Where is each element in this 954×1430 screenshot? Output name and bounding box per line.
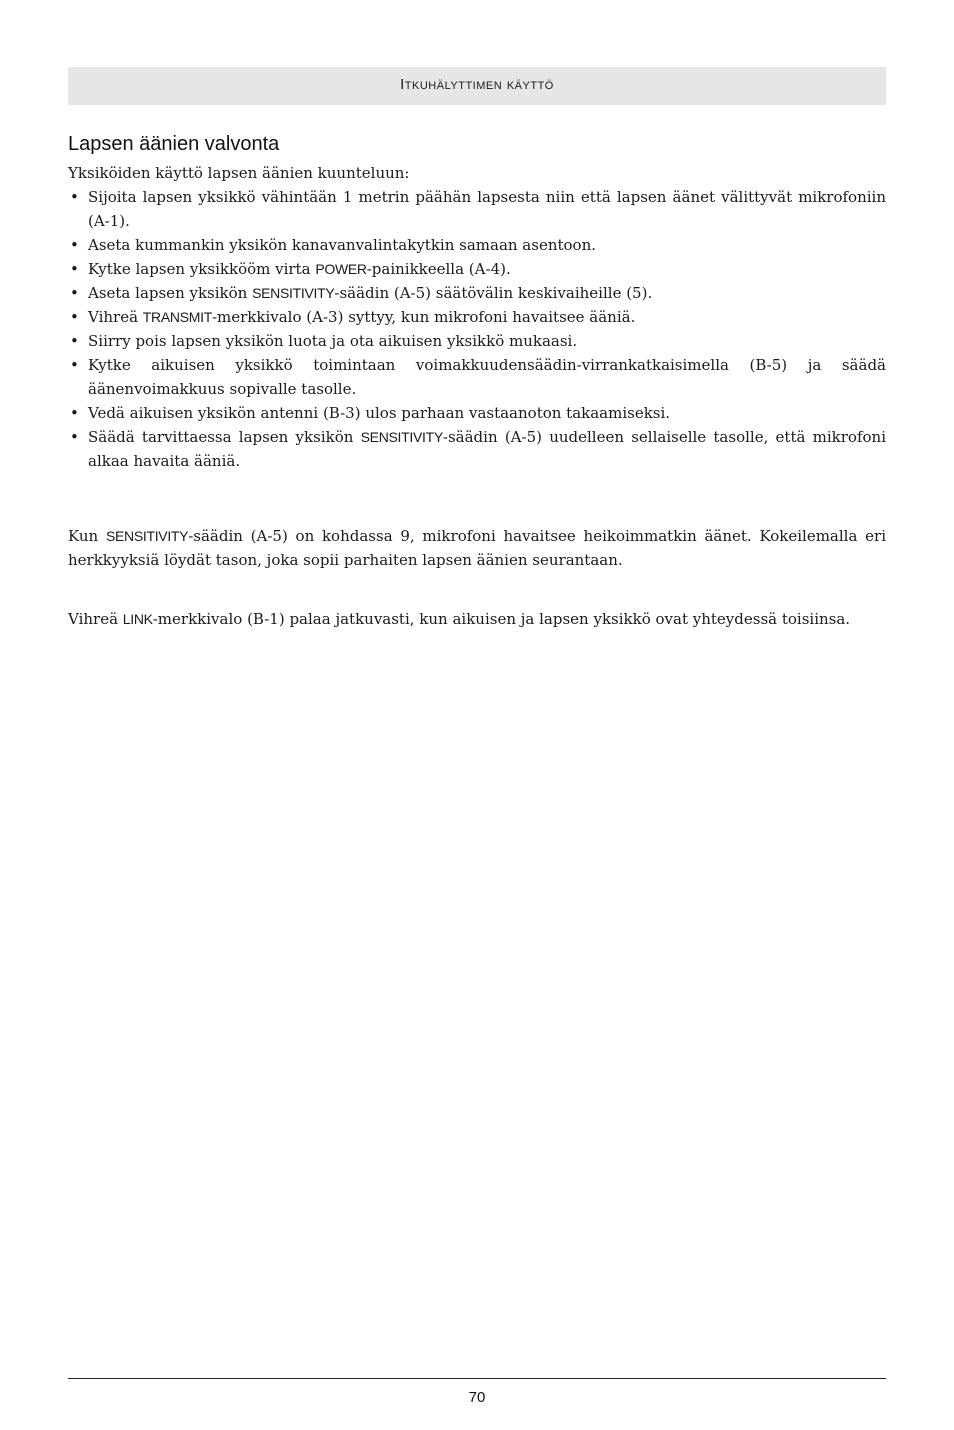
header-title: Itkuhälyttimen käyttö	[400, 76, 554, 93]
page-number: 70	[468, 1389, 486, 1406]
list-item: • Vihreä TRANSMIT-merkkivalo (A-3) syttyy, kun mikrofoni havaitsee ääniä.	[68, 305, 886, 329]
list-item: • Kytke lapsen yksikkööm virta POWER-painikkeella (A-4).	[68, 257, 886, 281]
sensitivity-paragraph: Kun SENSITIVITY-säädin (A-5) on kohdassa 9, mikrofoni havaitsee heikoimmatkin äänet. Kokeilemalla eri herkkyyksiä löydät tason, joka sopii parhaiten lapsen äänien seurantaan.	[68, 527, 886, 569]
list-item: • Siirry pois lapsen yksikön luota ja ota aikuisen yksikkö mukaasi.	[68, 329, 886, 353]
list-item: • Kytke aikuisen yksikkö toimintaan voimakkuudensäädin-virrankatkaisimella (B-5) ja säädä äänenvoimakkuus sopivalle tasolle.	[68, 353, 886, 401]
link-paragraph: Vihreä LINK-merkkivalo (B-1) palaa jatkuvasti, kun aikuisen ja lapsen yksikkö ovat yhteydessä toisiinsa.	[68, 610, 851, 628]
control-term: SENSITIVITY	[105, 528, 189, 544]
list-item: • Aseta lapsen yksikön SENSITIVITY-säädin (A-5) säätövälin keskivaiheille (5).	[68, 281, 886, 305]
list-item: • Säädä tarvittaessa lapsen yksikön SENSITIVITY-säädin (A-5) uudelleen sellaiselle tasolle, että mikrofoni alkaa havaita ääniä.	[68, 425, 886, 473]
control-term: TRANSMIT	[142, 309, 212, 325]
section-header-bar	[68, 67, 886, 105]
control-term: LINK	[122, 611, 153, 627]
control-term: SENSITIVITY	[252, 285, 335, 301]
list-item: • Vedä aikuisen yksikön antenni (B-3) ulos parhaan vastaanoton takaamiseksi.	[68, 401, 886, 425]
section-heading: Lapsen äänien valvonta	[68, 133, 280, 155]
list-item: • Aseta kummankin yksikön kanavanvalintakytkin samaan asentoon.	[68, 233, 886, 257]
section-content	[68, 161, 886, 631]
control-term: POWER	[315, 261, 367, 277]
list-item: • Sijoita lapsen yksikkö vähintään 1 metrin päähän lapsesta niin että lapsen äänet välittyvät mikrofoniin (A-1).	[68, 185, 886, 233]
instruction-list	[68, 185, 886, 473]
footer-divider	[68, 1378, 886, 1379]
control-term: SENSITIVITY	[360, 429, 443, 445]
intro-text: Yksiköiden käyttö lapsen äänien kuunteluun:	[68, 164, 410, 182]
